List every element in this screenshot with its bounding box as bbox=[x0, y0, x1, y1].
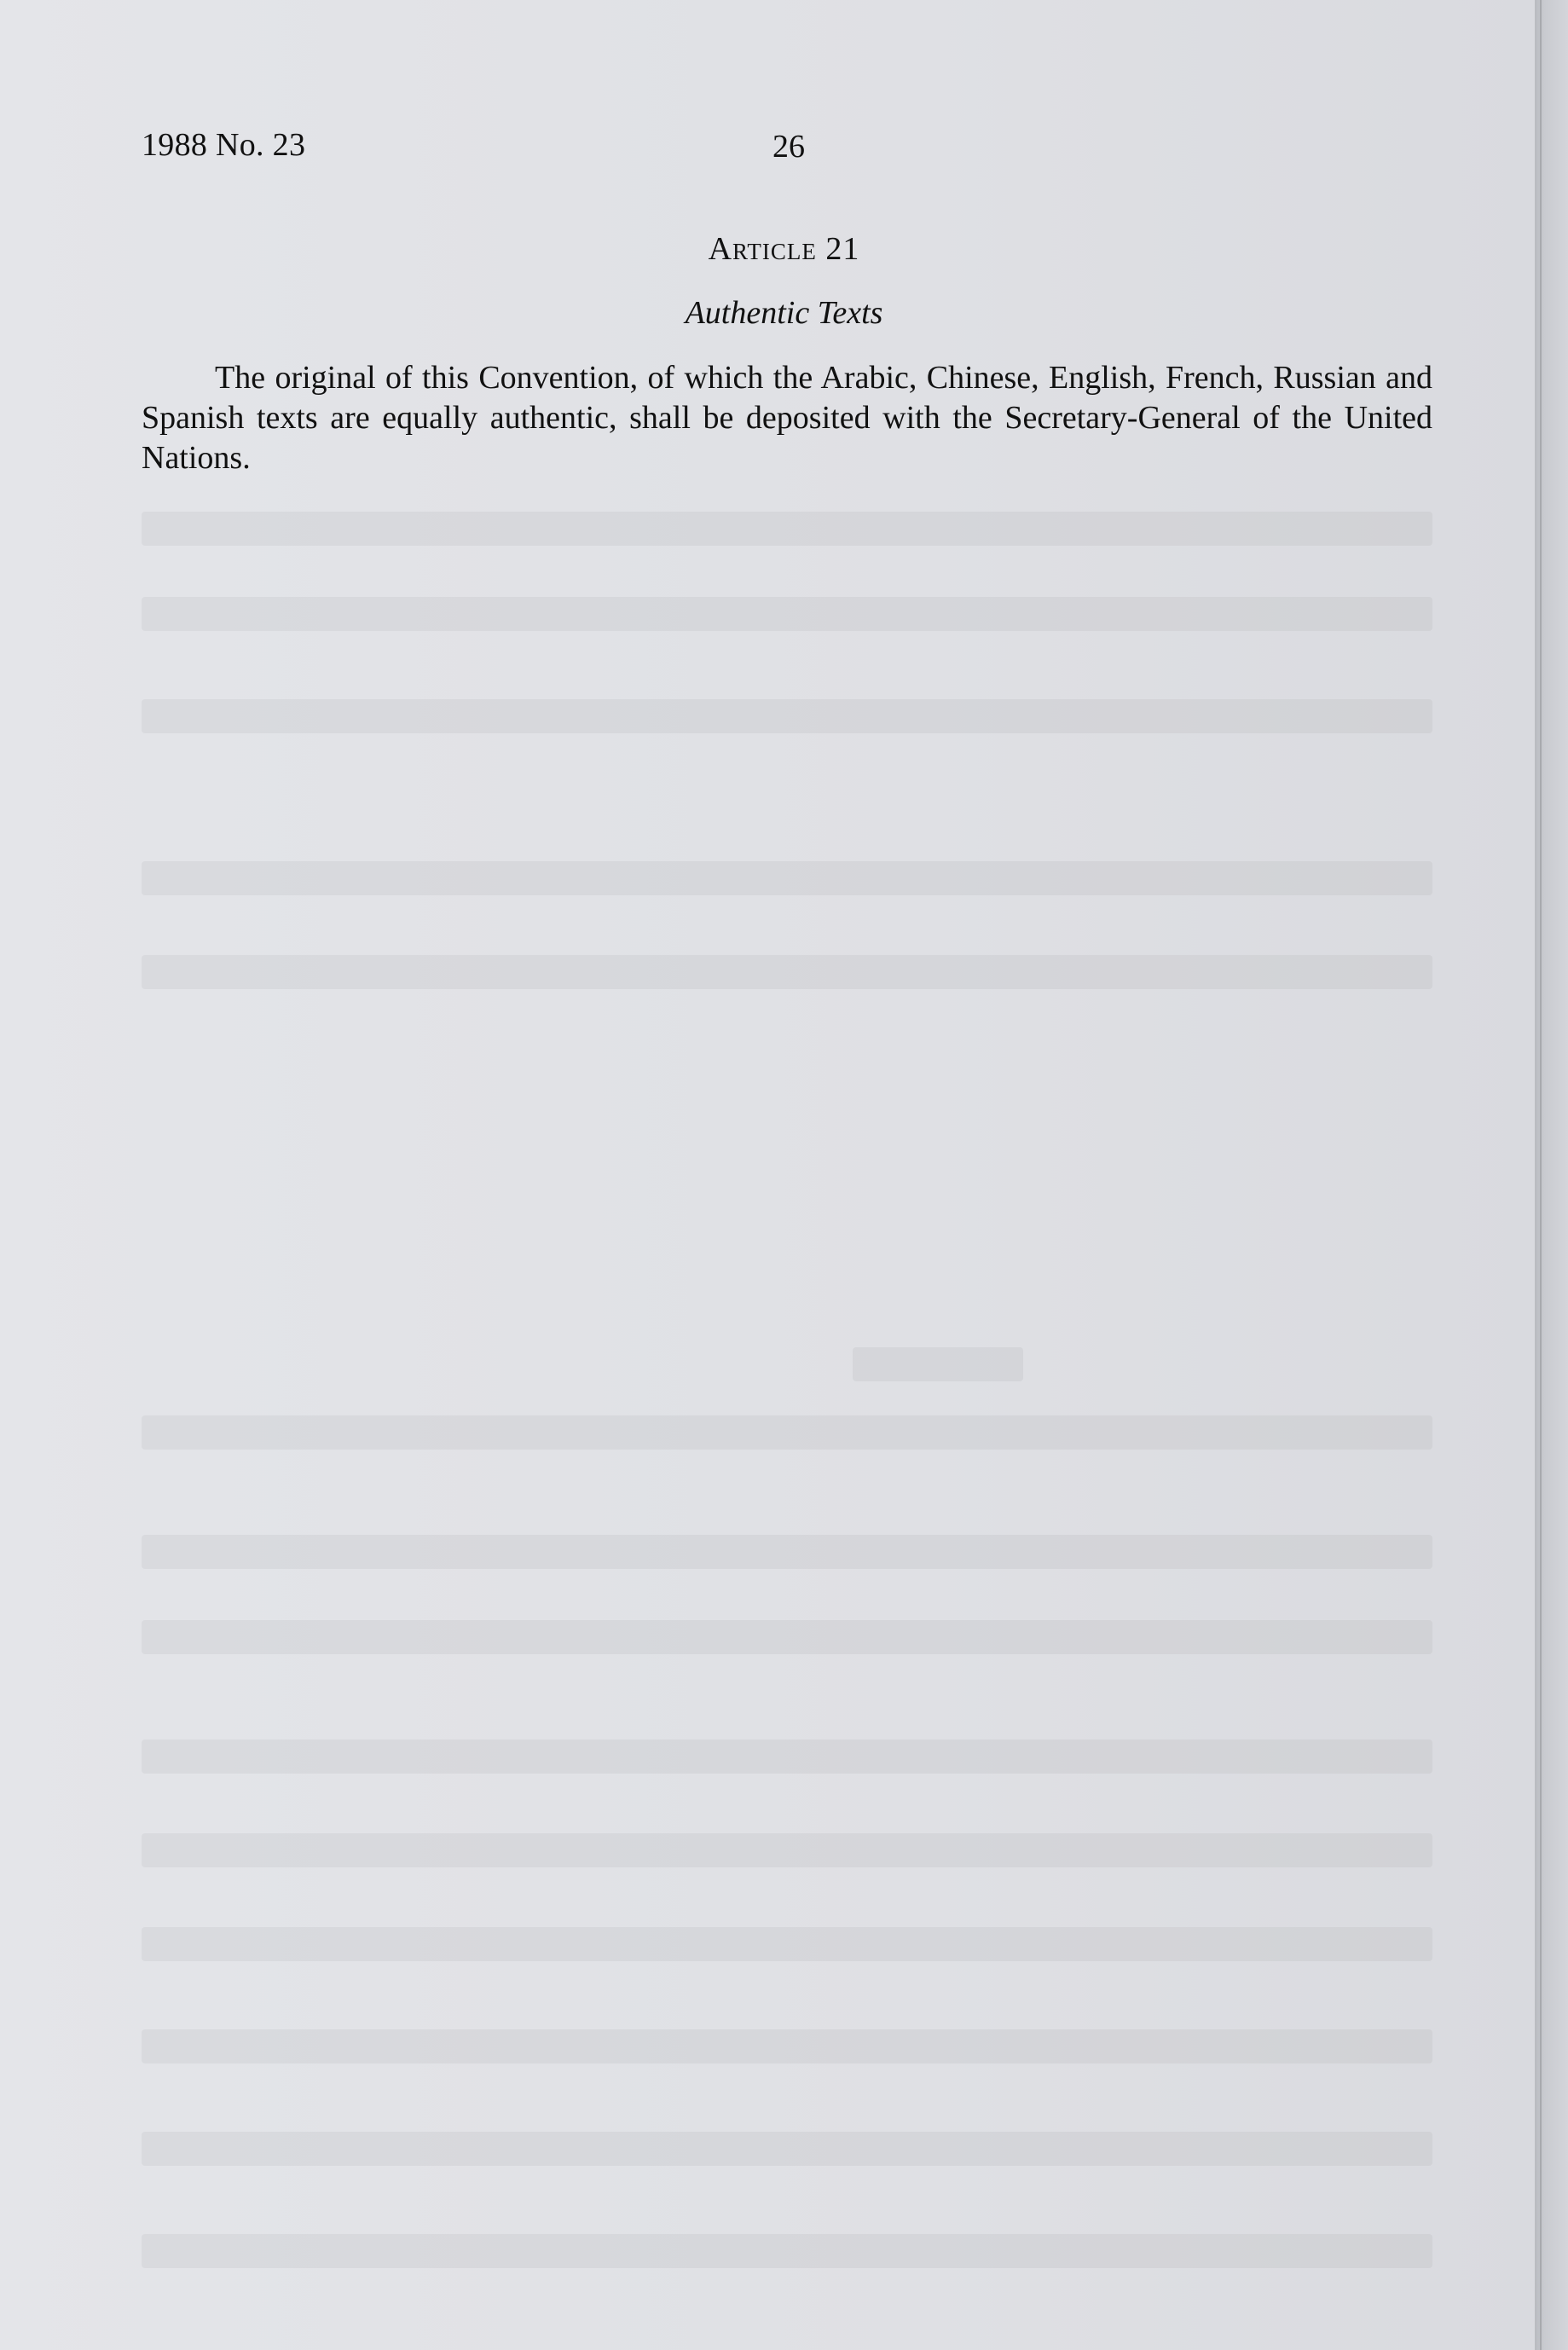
show-through-shading bbox=[142, 2234, 1432, 2268]
page-number: 26 bbox=[772, 129, 805, 165]
article-body bbox=[142, 358, 1432, 478]
article-paragraph: The original of this Convention, of which the Arabic, Chinese, English, French, Russian and Spanish texts are equally authentic, shall be deposited with the Secretary-General of the United Nations. bbox=[142, 360, 1432, 476]
show-through-shading bbox=[142, 1739, 1432, 1774]
show-through-shading bbox=[142, 2132, 1432, 2166]
article-heading: Article 21 bbox=[708, 231, 860, 267]
show-through-shading bbox=[142, 1833, 1432, 1867]
show-through-shading bbox=[853, 1347, 1023, 1381]
page-edge-line bbox=[1540, 0, 1542, 2350]
series-number: 1988 No. 23 bbox=[142, 127, 306, 163]
show-through-shading bbox=[142, 2029, 1432, 2063]
document-header bbox=[142, 126, 305, 164]
show-through-shading bbox=[142, 861, 1432, 895]
show-through-shading bbox=[142, 1927, 1432, 1961]
show-through-shading bbox=[142, 1535, 1432, 1569]
article-subheading: Authentic Texts bbox=[685, 295, 883, 331]
show-through-shading bbox=[142, 1620, 1432, 1654]
show-through-shading bbox=[142, 597, 1432, 631]
show-through-shading bbox=[142, 699, 1432, 733]
show-through-shading bbox=[142, 512, 1432, 546]
show-through-shading bbox=[142, 1415, 1432, 1450]
show-through-shading bbox=[142, 955, 1432, 989]
